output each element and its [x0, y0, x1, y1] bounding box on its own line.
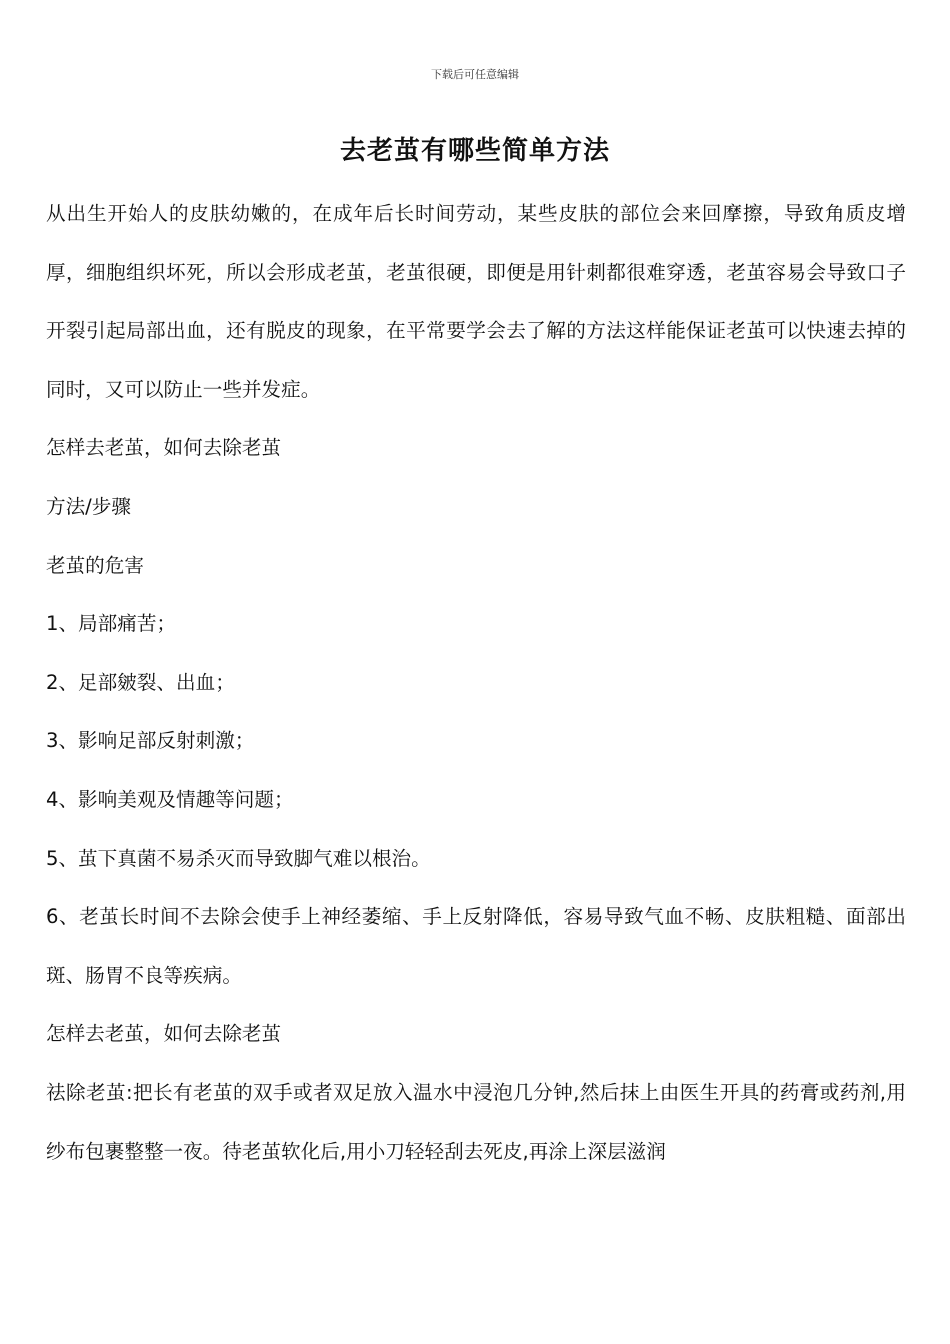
section-heading-harms: 老茧的危害 — [46, 553, 144, 577]
document-body — [46, 185, 906, 1181]
list-item: 3、影响足部反射刺激； — [46, 729, 255, 753]
section-heading-how-to-remove-2: 怎样去老茧，如何去除老茧 — [46, 1022, 282, 1046]
header-note: 下载后可任意编辑 — [431, 68, 519, 81]
intro-paragraph: 从出生开始人的皮肤幼嫩的，在成年后长时间劳动，某些皮肤的部位会来回摩擦，导致角质皮增厚，细胞组织坏死，所以会形成老茧，老茧很硬，即便是用针刺都很难穿透，老茧容易会导致口子开裂引起局部出血，还有脱皮的现象，在平常要学会去了解的方法这样能保证老茧可以快速去掉的同时，又可以防止一些并发症。 — [46, 202, 906, 401]
list-item: 6、老茧长时间不去除会使手上神经萎缩、手上反射降低，容易导致气血不畅、皮肤粗糙、面部出斑、肠胃不良等疾病。 — [46, 905, 906, 987]
list-item: 1、局部痛苦； — [46, 612, 177, 636]
removal-paragraph: 祛除老茧:把长有老茧的双手或者双足放入温水中浸泡几分钟,然后抹上由医生开具的药膏或药剂,用纱布包裹整整一夜。待老茧软化后,用小刀轻轻刮去死皮,再涂上深层滋润 — [46, 1080, 906, 1163]
page-title: 去老茧有哪些简单方法 — [339, 136, 610, 166]
section-heading-how-to-remove: 怎样去老茧，如何去除老茧 — [46, 436, 282, 460]
list-item: 5、茧下真菌不易杀灭而导致脚气难以根治。 — [46, 846, 431, 870]
section-heading-method-steps: 方法/步骤 — [46, 494, 131, 518]
list-item: 2、足部皴裂、出血； — [46, 670, 235, 694]
list-item: 4、影响美观及情趣等问题； — [46, 787, 294, 811]
